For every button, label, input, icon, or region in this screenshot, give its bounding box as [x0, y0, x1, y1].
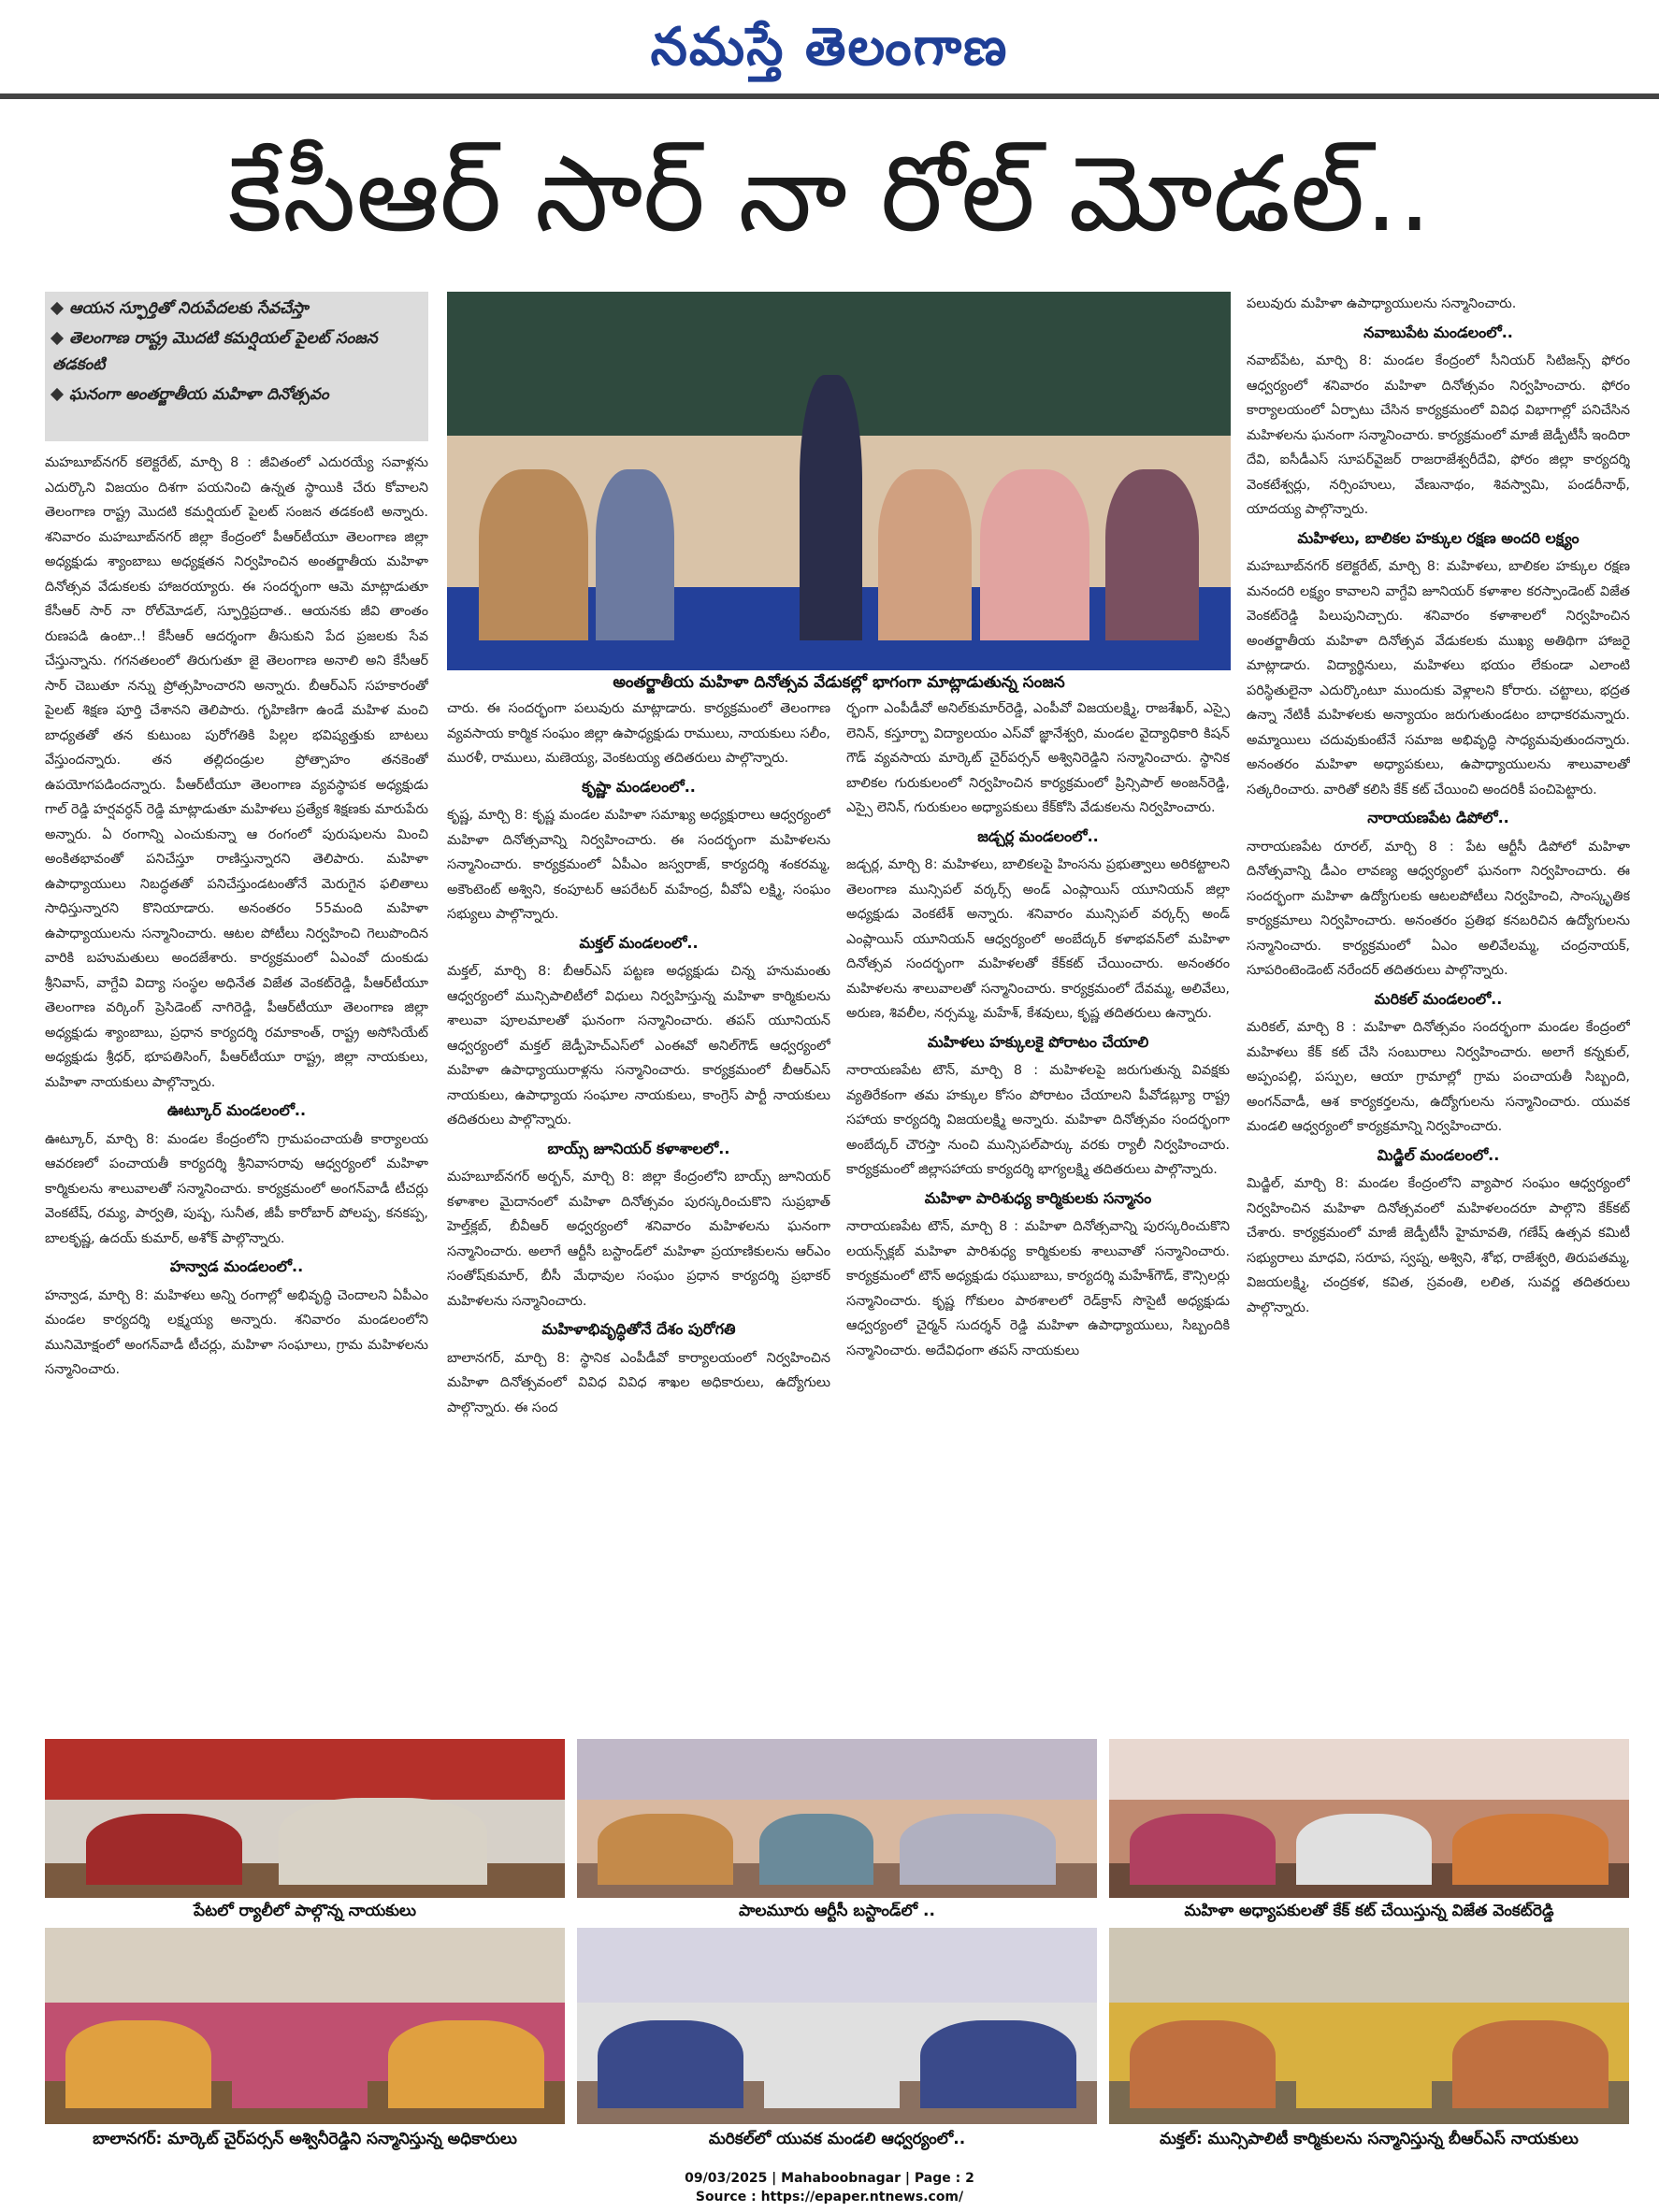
article-paragraph: మహబూబ్‌నగర్ కలెక్టరేట్, మార్చి 8: మహిళలు, బాలికల హక్కుల రక్షణ మనందరి లక్ష్యం కావాలని వాగ్దేవి జూనియర్ కళాశాల కరస్పాండెంట్ విజేత వెంకట్‌రెడ్డి పిలుపునిచ్చారు. శనివారం కళాశాలలో నిర్వహించిన అంతర్జాతీయ మహిళా దినోత్సవ వేడుకలకు ముఖ్య అతిథిగా హాజరై మాట్లాడారు. విద్యార్థినులు, మహిళలు భయం లేకుండా ఎలాంటి పరిస్థితులైనా ఎదుర్కొంటూ ముందుకు వెళ్లాలని కోరారు. చట్టాలు, భద్రత ఉన్నా నేటికీ మహిళలకు అన్యాయం జరుగుతుండటం బాధాకరమన్నారు. అమ్మాయిలు చదువుకుంటేనే సమాజ అభివృద్ధి సాధ్యమవుతుందన్నారు. అనంతరం మహిళా అధ్యాపకులు, ఉపాధ్యాయులను శాలువాలతో సత్కరించారు. వారితో కలిసి కేక్ కట్ చేయించి అందరికీ పంచిపెట్టారు. — [1247, 559, 1630, 797]
photo-market-felicitation — [45, 1928, 565, 2124]
article-paragraph: నారాయణపేట టౌన్, మార్చి 8 : మహిళా దినోత్సవాన్ని పురస్కరించుకొని లయన్స్‌క్లబ్ మహిళా పారిశుధ్య కార్మికులకు శాలువాతో సన్మానించారు. కార్యక్రమంలో టౌన్ అధ్యక్షుడు రఘుబాబు, కార్యదర్శి మహేశ్‌గౌడ్, కౌన్సిలర్లు సన్మానించారు. కృష్ణ గోకులం పాఠశాలలో రెడ్‌క్రాస్ సొసైటీ అధ్యక్షుడు ఆధ్వర్యంలో చైర్మన్ సుదర్శన్ రెడ్డి మహిళా ఉపాధ్యాయులు, సిబ్బందికి సన్మానించారు. అదేవిధంగా తపస్ నాయకులు — [846, 1219, 1230, 1358]
masthead — [0, 0, 1659, 93]
article-paragraph: బాలానగర్, మార్చి 8: స్థానిక ఎంపీడీవో కార్యాలయంలో నిర్వహించిన మహిళా దినోత్సవంలో వివిధ వివిధ శాఖల అధికారులు, ఉద్యోగులు పాల్గొన్నారు. ఈ సంద — [447, 1350, 830, 1415]
section-subhead: నారాయణపేట డిపోలో.. — [1367, 809, 1509, 826]
section-subhead: కృష్ణా మండలంలో.. — [582, 777, 696, 796]
section-subhead: నవాబుపేట మండలంలో.. — [1363, 323, 1513, 341]
photo-youth-council — [577, 1928, 1097, 2124]
headline: కేసీఆర్ సార్ నా రోల్ మోడల్.. — [227, 134, 1432, 255]
article-paragraph: పలువురు మహిళా ఉపాధ్యాయులను సన్మానించారు. — [1247, 296, 1517, 311]
article-column-3 — [846, 697, 1230, 1731]
main-photo-caption: అంతర్జాతీయ మహిళా దినోత్సవ వేడుకల్లో భాగంగా మాట్లాడుతున్న సంజన — [613, 673, 1065, 692]
section-subhead: జడ్చర్ల మండలంలో.. — [977, 826, 1099, 845]
article-column-4 — [1247, 292, 1630, 1731]
diamond-bullet-icon — [50, 388, 64, 401]
section-subhead: మిడ్జిల్ మండలంలో.. — [1377, 1145, 1500, 1164]
article-paragraph: మక్తల్, మార్చి 8: బీఆర్‌ఎస్ పట్టణ అధ్యక్షుడు చిన్న హనుమంతు ఆధ్వర్యంలో మున్సిపాలిటీలో విధులు నిర్వహిస్తున్న మహిళా కార్మికులను శాలువా పూలమాలతో ఘనంగా సన్మానించారు. తపస్ యూనియన్ ఆధ్వర్యంలో మక్తల్ జెడ్పీహెచ్‌ఎస్‌లో ఎంఈవో అనిల్‌గౌడ్ ఆధ్వర్యంలో మహిళా ఉపాధ్యాయురాళ్లను సన్మానించారు. కార్యక్రమంలో బీఆర్‌ఎస్ నాయకులు, ఉపాధ్యాయ సంఘాల నాయకులు, కాంగ్రెస్ పార్టీ నాయకులు తదితరులు పాల్గొన్నారు. — [447, 964, 830, 1128]
highlight-text: ఘనంగా అంతర్జాతీయ మహిళా దినోత్సవం — [69, 385, 329, 404]
section-subhead: మహిళలు, బాలికల హక్కుల రక్షణ అందరి లక్ష్యం — [1297, 528, 1580, 547]
section-subhead: మహిళా పారిశుధ్య కార్మికులకు సన్మానం — [924, 1188, 1152, 1207]
highlight-item — [45, 322, 428, 378]
photo-bus-stand-caption: పాలమూరు ఆర్టీసీ బస్టాండ్‌లో .. — [739, 1902, 935, 1920]
masthead-title: నమస్తే తెలంగాణ — [650, 16, 1009, 78]
article-column-2 — [447, 697, 830, 1731]
photo-bus-stand — [577, 1739, 1097, 1898]
footer-date-line: 09/03/2025 | Mahaboobnagar | Page : 2 — [685, 2171, 974, 2186]
highlight-text: ఆయన స్ఫూర్తితో నిరుపేదలకు సేవచేస్తా — [69, 299, 309, 318]
photo-municipal-workers-caption: మక్తల్: మున్సిపాలిటీ కార్మికులను సన్మానిస్తున్న బీఆర్‌ఎస్ నాయకులు — [1160, 2130, 1579, 2148]
diamond-bullet-icon — [50, 332, 64, 345]
section-subhead: మక్తల్ మండలంలో.. — [579, 933, 699, 952]
section-subhead: మరికల్ మండలంలో.. — [1374, 989, 1503, 1008]
highlights-box — [45, 292, 428, 441]
highlight-text: తెలంగాణ రాష్ట్ర మొదటి కమర్షియల్ పైలట్ సంజన తడకంటి — [52, 329, 378, 374]
article-paragraph: మహబూబ్‌నగర్ కలెక్టరేట్, మార్చి 8 : జీవితంలో ఎదురయ్యే సవాళ్లను ఎదుర్కొని విజయం దిశగా పయనించి ఉన్నత స్థాయికి చేరు కోవాలని తెలంగాణ రాష్ట్ర మొదటి కమర్షియల్ పైలట్ సంజన తడకంటి అన్నారు. శనివారం మహబూబ్‌నగర్ జిల్లా కేంద్రంలో పీఆర్‌టీయూ తెలంగాణ జిల్లా అధ్యక్షుడు శ్యాంబాబు అధ్యక్షతన నిర్వహించిన అంతర్జాతీయ మహిళా దినోత్సవ వేడుకలకు హాజరయ్యారు. ఈ సందర్భంగా ఆమె మాట్లాడుతూ కేసీఆర్ సార్ నా రోల్‌మోడల్, స్ఫూర్తిప్రదాత.. ఆయనకు జీవి తాంతం రుణపడి ఉంటా..! కేసీఆర్ ఆదర్శంగా తీసుకుని పేద ప్రజలకు సేవ చేస్తున్నాను. గగనతలంలో తిరుగుతూ జై తెలంగాణ అనాలి అని కేసీఆర్ సార్ చెబుతూ నన్ను ప్రోత్సహించారని అన్నారు. బీఆర్‌ఎస్ సహకారంతో పైలట్ శిక్షణ పూర్తి చేశానని తెలిపారు. గృహిణిగా ఉండే మహిళ మంచి బాధ్యతతో తన కుటుంబ పురోగతికి పిల్లల భవిష్యత్తుకు బాటలు వేస్తుందన్నారు. తన తల్లిదండ్రుల ప్రోత్సాహం తనకెంతో ఉపయోగపడిందన్నారు. పీఆర్‌టీయూ తెలంగాణ వ్యవస్థాపక అధ్యక్షుడు గాల్ రెడ్డి హర్షవర్ధన్ రెడ్డి మాట్లాడుతూ మహిళలు ప్రత్యేక శిక్షణకు మారుపేరు అన్నారు. ఏ రంగాన్ని ఎంచుకున్నా ఆ రంగంలో పురుషులను మించి అంకితభావంతో పనిచేస్తూ రాణిస్తున్నారని తెలిపారు. మహిళా ఉపాధ్యాయులు నిబద్ధతతో పనిచేస్తుండటంతోనే మెరుగైన ఫలితాలు సాధిస్తున్నారని కొనియాడారు. అనంతరం 55మంది మహిళా ఉపాధ్యాయులను సన్మానించారు. ఆటల పోటీలు నిర్వహించి గెలుపొందిన వారికి బహుమతులు అందజేశారు. కార్యక్రమంలో ఏఎంవో దుంకుడు శ్రీనివాస్, వాగ్దేవి విద్యా సంస్థల అధినేత విజేత వెంకట్‌రెడ్డి, పీఆర్‌టీయూ తెలంగాణ వర్కింగ్ ప్రెసిడెంట్ నాగిరెడ్డి, పీఆర్‌టీయూ తెలంగాణ జిల్లా అధ్యక్షుడు శ్యాంబాబు, ప్రధాన కార్యదర్శి రమాకాంత్, రాష్ట్ర అసోసియేట్ అధ్యక్షుడు శ్రీధర్, భూపతిసింగ్, పీఆర్‌టీయూ రాష్ట్ర, జిల్లా నాయకులు, మహిళా నాయకులు పాల్గొన్నారు. — [45, 455, 428, 1090]
photo-rally-caption: పేటలో ర్యాలీలో పాల్గొన్న నాయకులు — [194, 1902, 416, 1920]
masthead-rule — [0, 93, 1659, 99]
article-paragraph: ర్భంగా ఎంపీడీవో అనిల్‌కుమార్‌రెడ్డి, ఎంపీవో విజయలక్ష్మి, రాజశేఖర్, ఎస్సై లెనిన్, కస్తూర్బా విద్యాలయం ఎస్‌వో జ్ఞానేశ్వరి, మండల వైద్యాధికారి కిషన్ గౌడ్ వ్యవసాయ మార్కెట్ చైర్‌పర్సన్ అశ్వినిరెడ్డిని సన్మానించారు. స్థానిక బాలికల గురుకులంలో నిర్వహించిన కార్యక్రమంలో ప్రిన్సిపాల్ అంజన్‌రెడ్డి, ఎస్సై లెనిన్, గురుకులం అధ్యాపకులు కేక్‌కోసి వేడుకలను నిర్వహించారు. — [846, 701, 1230, 815]
photo-municipal-workers — [1109, 1928, 1629, 2124]
article-paragraph: హన్వాడ, మార్చి 8: మహిళలు అన్ని రంగాల్లో అభివృద్ధి చెందాలని ఏపీఎం మండల కార్యదర్శి లక్ష్మయ్య అన్నారు. శనివారం మండలంలోని మునిమోక్షంలో అంగన్‌వాడీ టీచర్లు, మహిళా సంఘాలు, గ్రామ మహిళలను సన్మానించారు. — [45, 1287, 428, 1377]
highlight-item — [45, 292, 428, 322]
article-paragraph: నారాయణపేట రూరల్, మార్చి 8 : పేట ఆర్టీసీ డిపోలో మహిళా దినోత్సవాన్ని డీఎం లావణ్య ఆధ్వర్యంలో ఘనంగా నిర్వహించారు. ఈ సందర్భంగా మహిళా ఉద్యోగులకు ఆటలపోటీలు నిర్వహించి, సాంస్కృతిక కార్యక్రమాలు నిర్వహించారు. అనంతరం ప్రతిభ కనబరిచిన ఉద్యోగులను సన్మానించారు. కార్యక్రమంలో ఏఎం అలివేలమ్మ, చంద్రనాయక్, సూపరింటెండెంట్ నరేందర్ తదితరులు పాల్గొన్నారు. — [1247, 839, 1630, 978]
article-column-1 — [45, 451, 428, 1731]
photo-market-felicitation-caption: బాలానగర్: మార్కెట్ చైర్‌పర్సన్ అశ్వినీరెడ్డిని సన్మానిస్తున్న అధికారులు — [93, 2130, 517, 2148]
section-subhead: హన్వాడ మండలంలో.. — [169, 1257, 304, 1275]
article-paragraph: ఊట్కూర్, మార్చి 8: మండల కేంద్రంలోని గ్రామపంచాయతీ కార్యాలయ ఆవరణలో పంచాయతీ కార్యదర్శి శ్రీనివాసరావు ఆధ్వర్యంలో మహిళా కార్మికులను శాలువాలతో సన్మానించారు. కార్యక్రమంలో అంగన్‌వాడీ టీచర్లు వెంకటేష్, రమ్య, పార్వతి, పుష్ప, సునీత, జీపీ కారోబార్ పోలప్ప, కనకప్ప, బాలకృష్ణ, ఉదయ్ కుమార్, అశోక్ పాల్గొన్నారు. — [45, 1131, 428, 1246]
photo-rally — [45, 1739, 565, 1898]
section-subhead: మహిళలు హక్కులకై పోరాటం చేయాలి — [927, 1032, 1149, 1051]
main-photo — [447, 292, 1231, 670]
article-paragraph: నవాబ్‌పేట, మార్చి 8: మండల కేంద్రంలో సీనియర్ సిటిజన్స్ ఫోరం ఆధ్వర్యంలో శనివారం మహిళా దినోత్సవం నిర్వహించారు. ఫోరం కార్యాలయంలో ఏర్పాటు చేసిన కార్యక్రమంలో వివిధ విభాగాల్లో పనిచేసిన మహిళలను ఘనంగా సన్మానించారు. కార్యక్రమంలో మాజీ జెడ్పీటీసీ ఇందిరా దేవి, ఐసీడీఎస్ సూపర్‌వైజర్ రాజరాజేశ్వరీదేవి, ఫోరం జిల్లా కార్యదర్శి వెంకటేశ్వర్లు, నర్సింహులు, వేణునాథం, శివస్వామి, పండరీనాథ్, యాదయ్య పాల్గొన్నారు. — [1247, 353, 1630, 517]
article-paragraph: నారాయణపేట టౌన్, మార్చి 8 : మహిళలపై జరుగుతున్న వివక్షకు వ్యతిరేకంగా తమ హక్కుల కోసం పోరాటం చేయాలని పీవోడబ్ల్యూ రాష్ట్ర సహాయ కార్యదర్శి విజయలక్ష్మి అన్నారు. మహిళా దినోత్సవం సందర్భంగా అంబేద్కర్ చౌరస్తా నుంచి మున్సిపల్‌పార్కు వరకు ర్యాలీ నిర్వహించారు. కార్యక్రమంలో జిల్లాసహాయ కార్యదర్శి భాగ్యలక్ష్మి తదితరులు పాల్గొన్నారు. — [846, 1063, 1230, 1177]
article-paragraph: మహబూబ్‌నగర్ అర్బన్, మార్చి 8: జిల్లా కేంద్రంలోని బాయ్స్ జూనియర్ కళాశాల మైదానంలో మహిళా దినోత్సవం పురస్కరించుకొని సుప్రభాత్ హెల్త్‌క్లబ్, బీవీఆర్ అధ్వర్యంలో శనివారం మహిళలను ఘనంగా సన్మానించారు. అలాగే ఆర్టీసీ బస్టాండ్‌లో మహిళా ప్రయాణికులను ఆర్‌ఎం సంతోష్‌కుమార్, బీసీ మేధావుల సంఘం ప్రధాన కార్యదర్శి ప్రభాకర్ మహిళలను సన్మానించారు. — [447, 1170, 830, 1309]
photo-cake-cutting — [1109, 1739, 1629, 1898]
article-paragraph: జడ్చర్ల, మార్చి 8: మహిళలు, బాలికలపై హింసను ప్రభుత్వాలు అరికట్టాలని తెలంగాణ మున్సిపల్ వర్కర్స్ అండ్ ఎంప్లాయిస్ యూనియన్ జిల్లా అధ్యక్షుడు వెంకటేశ్ అన్నారు. శనివారం మున్సిపల్ వర్కర్స్ అండ్ ఎంప్లాయిస్ యూనియన్ ఆధ్వర్యంలో అంబేద్కర్ కళాభవన్‌లో మహిళా దినోత్సవ సందర్భంగా మహిళలతో కేక్‌కట్ చేయించారు. అనంతరం మహిళలను శాలువాలతో సన్మానించారు. కార్యక్రమంలో దేవమ్మ, అలివేలు, అరుణ, శివలీల, నర్సమ్మ, మహేశ్, కేశవులు, కృష్ణ తదితరులు ఉన్నారు. — [846, 857, 1230, 1021]
photo-cake-cutting-caption: మహిళా అధ్యాపకులతో కేక్ కట్ చేయిస్తున్న విజేత వెంకట్‌రెడ్డి — [1184, 1902, 1554, 1920]
highlight-item — [45, 378, 428, 408]
article-paragraph: చారు. ఈ సందర్భంగా పలువురు మాట్లాడారు. కార్యక్రమంలో తెలంగాణ వ్యవసాయ కార్మిక సంఘం జిల్లా ఉపాధ్యక్షుడు రాములు, నాయకులు సలీం, మురళీ, రాములు, మణెయ్య, వెంకటయ్య తదితరులు పాల్గొన్నారు. — [447, 701, 830, 766]
diamond-bullet-icon — [50, 302, 64, 315]
section-subhead: బాయ్స్ జూనియర్ కళాశాలలో.. — [547, 1139, 730, 1157]
article-paragraph: కృష్ణ, మార్చి 8: కృష్ణ మండల మహిళా సమాఖ్య అధ్యక్షురాలు ఆధ్వర్యంలో మహిళా దినోత్సవాన్ని నిర్వహించారు. ఈ సందర్భంగా మహిళలను సన్మానించారు. కార్యక్రమంలో ఏపీఎం జస్వరాజ్, కార్యదర్శి శంకరమ్మ, అకౌంటెంట్ అశ్విని, కంపూటర్ ఆపరేటర్ మహేంద్ర, వీవోఏ లక్ష్మి, సంఘం సభ్యులు పాల్గొన్నారు. — [447, 808, 830, 922]
photo-youth-council-caption: మరికల్‌లో యువక మండలి ఆధ్వర్యంలో.. — [708, 2130, 966, 2148]
page-footer — [0, 2169, 1659, 2206]
section-subhead: ఊట్కూర్ మండలంలో.. — [166, 1101, 307, 1119]
section-subhead: మహిళాభివృద్ధితోనే దేశం పురోగతి — [541, 1320, 736, 1338]
footer-source-line: Source : https://epaper.ntnews.com/ — [695, 2190, 964, 2205]
article-paragraph: మరికల్, మార్చి 8 : మహిళా దినోత్సవం సందర్భంగా మండల కేంద్రంలో మహిళలు కేక్ కట్ చేసి సంబురాలు నిర్వహించారు. అలాగే కన్నకుల్, అప్పంపల్లి, పస్పుల, ఆయా గ్రామాల్లో గ్రామ పంచాయతీ సిబ్బంది, అంగన్‌వాడీ, ఆశ కార్యకర్తలను, ఉద్యోగులను సన్మానించారు. యువక మండలి ఆధ్వర్యంలో కార్యక్రమాన్ని నిర్వహించారు. — [1247, 1020, 1630, 1134]
article-paragraph: మిడ్జిల్, మార్చి 8: మండల కేంద్రంలోని వ్యాపార సంఘం ఆధ్వర్యంలో నిర్వహించిన మహిళా దినోత్సవంలో మహిళలందరూ పాల్గొని కేక్‌కట్ చేశారు. కార్యక్రమంలో మాజీ జెడ్పీటీసీ హైమావతి, గణేష్ ఉత్సవ కమిటీ సభ్యురాలు మాధవి, సరూప, స్వప్న, అశ్విని, శోభ, రాజేశ్వరి, తిరుపతమ్మ, విజయలక్ష్మి, చంద్రకళ, కవిత, స్రవంతి, లలిత, సువర్ణ తదితరులు పాల్గొన్నారు. — [1247, 1176, 1630, 1315]
